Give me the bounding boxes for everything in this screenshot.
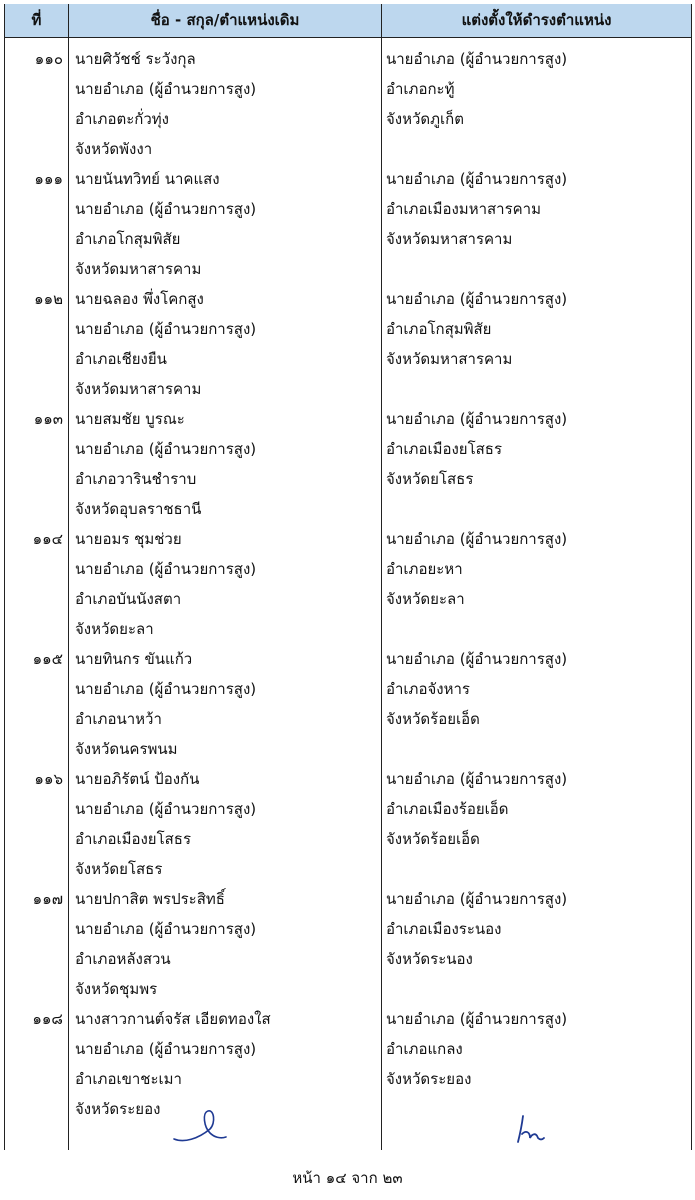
old-position-line: จังหวัดยโสธร <box>75 860 163 878</box>
old-position-line: อำเภอนาหว้า <box>75 710 162 728</box>
new-position-line: จังหวัดยะลา <box>386 590 465 608</box>
new-position-cell <box>386 884 686 974</box>
row-number: ๑๑๗ <box>32 890 63 908</box>
new-position-line: จังหวัดระนอง <box>386 950 473 968</box>
table-row <box>5 38 691 158</box>
new-position-line: นายอำเภอ (ผู้อำนวยการสูง) <box>386 290 568 308</box>
new-position-line: อำเภอเมืองระนอง <box>386 920 502 938</box>
old-position-line: นายอำเภอ (ผู้อำนวยการสูง) <box>75 920 257 938</box>
new-position-line: อำเภอเมืองมหาสารคาม <box>386 200 541 218</box>
old-position-line: อำเภอวารินชำราบ <box>75 470 197 488</box>
old-position-line: นายอำเภอ (ผู้อำนวยการสูง) <box>75 320 257 338</box>
old-position-line: นายอภิรัตน์ ป้องกัน <box>75 770 200 788</box>
new-position-cell <box>386 644 686 734</box>
new-position-line: อำเภอเมืองยโสธร <box>386 440 503 458</box>
old-position-line: อำเภอเมืองยโสธร <box>75 830 192 848</box>
header-no: ที่ <box>31 11 42 29</box>
row-number: ๑๑๕ <box>32 650 63 668</box>
old-position-line: นายอำเภอ (ผู้อำนวยการสูง) <box>75 440 257 458</box>
old-position-line: นายอำเภอ (ผู้อำนวยการสูง) <box>75 680 257 698</box>
header-old-position: ชื่อ - สกุล/ตำแหน่งเดิม <box>150 11 300 29</box>
new-position-line: อำเภอเมืองร้อยเอ็ด <box>386 800 509 818</box>
new-position-line: จังหวัดร้อยเอ็ด <box>386 710 480 728</box>
old-position-cell <box>75 764 375 884</box>
new-position-line: อำเภอจังหาร <box>386 680 470 698</box>
table-header <box>5 4 691 38</box>
old-position-line: นายฉลอง พึ่งโคกสูง <box>75 290 204 308</box>
table-row <box>5 398 691 518</box>
signature-left <box>170 1099 230 1147</box>
old-position-line: นายอำเภอ (ผู้อำนวยการสูง) <box>75 560 257 578</box>
old-position-cell <box>75 524 375 644</box>
old-position-cell <box>75 404 375 524</box>
new-position-line: อำเภอโกสุมพิสัย <box>386 320 492 338</box>
old-position-line: นางสาวกานต์จรัส เอียดทองใส <box>75 1010 271 1028</box>
row-number: ๑๑๖ <box>34 770 63 788</box>
new-position-cell <box>386 44 686 134</box>
table-row <box>5 638 691 758</box>
old-position-line: อำเภอหลังสวน <box>75 950 171 968</box>
new-position-cell <box>386 284 686 374</box>
new-position-line: นายอำเภอ (ผู้อำนวยการสูง) <box>386 770 568 788</box>
row-number: ๑๑๐ <box>34 50 63 68</box>
old-position-line: จังหวัดยะลา <box>75 620 154 638</box>
old-position-line: จังหวัดชุมพร <box>75 980 158 998</box>
old-position-line: นายทินกร ขันแก้ว <box>75 650 193 668</box>
table-row <box>5 878 691 998</box>
new-position-cell <box>386 764 686 854</box>
new-position-line: อำเภอกะทู้ <box>386 80 455 98</box>
old-position-line: อำเภอเขาชะเมา <box>75 1070 182 1088</box>
old-position-line: อำเภอเชียงยืน <box>75 350 167 368</box>
new-position-line: นายอำเภอ (ผู้อำนวยการสูง) <box>386 1010 568 1028</box>
new-position-line: อำเภอยะหา <box>386 560 463 578</box>
new-position-line: จังหวัดภูเก็ต <box>386 110 465 128</box>
row-number: ๑๑๘ <box>32 1010 63 1028</box>
row-number: ๑๑๔ <box>32 530 63 548</box>
new-position-cell <box>386 524 686 614</box>
old-position-line: อำเภอบันนังสตา <box>75 590 182 608</box>
new-position-line: นายอำเภอ (ผู้อำนวยการสูง) <box>386 650 568 668</box>
old-position-line: จังหวัดนครพนม <box>75 740 178 758</box>
old-position-line: นายอำเภอ (ผู้อำนวยการสูง) <box>75 1040 257 1058</box>
old-position-line: จังหวัดมหาสารคาม <box>75 380 202 398</box>
old-position-line: นายศิวัชช์ ระวังกุล <box>75 50 196 68</box>
new-position-line: อำเภอแกลง <box>386 1040 463 1058</box>
new-position-line: นายอำเภอ (ผู้อำนวยการสูง) <box>386 170 568 188</box>
new-position-line: จังหวัดยโสธร <box>386 470 474 488</box>
table-body <box>5 38 691 1118</box>
table-row <box>5 278 691 398</box>
old-position-line: จังหวัดมหาสารคาม <box>75 260 202 278</box>
new-position-cell <box>386 1004 686 1094</box>
new-position-line: จังหวัดมหาสารคาม <box>386 350 513 368</box>
old-position-cell <box>75 44 375 164</box>
row-number: ๑๑๓ <box>33 410 63 428</box>
new-position-cell <box>386 164 686 254</box>
new-position-line: จังหวัดร้อยเอ็ด <box>386 830 480 848</box>
new-position-line: นายอำเภอ (ผู้อำนวยการสูง) <box>386 890 568 908</box>
old-position-line: นายอำเภอ (ผู้อำนวยการสูง) <box>75 200 257 218</box>
old-position-cell <box>75 164 375 284</box>
old-position-line: จังหวัดอุบลราชธานี <box>75 500 202 518</box>
old-position-line: จังหวัดระยอง <box>75 1100 161 1118</box>
table-row <box>5 758 691 878</box>
new-position-cell <box>386 404 686 494</box>
table-row <box>5 158 691 278</box>
appointment-table <box>4 4 692 1150</box>
old-position-line: นายอำเภอ (ผู้อำนวยการสูง) <box>75 80 257 98</box>
old-position-line: อำเภอโกสุมพิสัย <box>75 230 181 248</box>
old-position-cell <box>75 884 375 1004</box>
old-position-line: นายนันทวิทย์ นาคแสง <box>75 170 220 188</box>
old-position-line: นายอมร ชุมช่วย <box>75 530 182 548</box>
new-position-line: จังหวัดมหาสารคาม <box>386 230 513 248</box>
header-new-position: แต่งตั้งให้ดำรงตำแหน่ง <box>461 11 612 29</box>
old-position-cell <box>75 644 375 764</box>
new-position-line: นายอำเภอ (ผู้อำนวยการสูง) <box>386 50 568 68</box>
old-position-line: นายอำเภอ (ผู้อำนวยการสูง) <box>75 800 257 818</box>
old-position-line: นายปกาสิต พรประสิทธิ์ <box>75 890 225 908</box>
new-position-line: นายอำเภอ (ผู้อำนวยการสูง) <box>386 410 568 428</box>
old-position-cell <box>75 284 375 404</box>
table-row <box>5 998 691 1118</box>
old-position-line: จังหวัดพังงา <box>75 140 153 158</box>
row-number: ๑๑๒ <box>34 290 63 308</box>
row-number: ๑๑๑ <box>34 170 63 188</box>
page-number: หน้า ๑๔ จาก ๒๓ <box>292 1169 403 1187</box>
new-position-line: นายอำเภอ (ผู้อำนวยการสูง) <box>386 530 568 548</box>
old-position-line: อำเภอตะกั่วทุ่ง <box>75 110 169 128</box>
new-position-line: จังหวัดระยอง <box>386 1070 472 1088</box>
table-row <box>5 518 691 638</box>
signature-right <box>510 1112 550 1148</box>
old-position-line: นายสมชัย บูรณะ <box>75 410 185 428</box>
